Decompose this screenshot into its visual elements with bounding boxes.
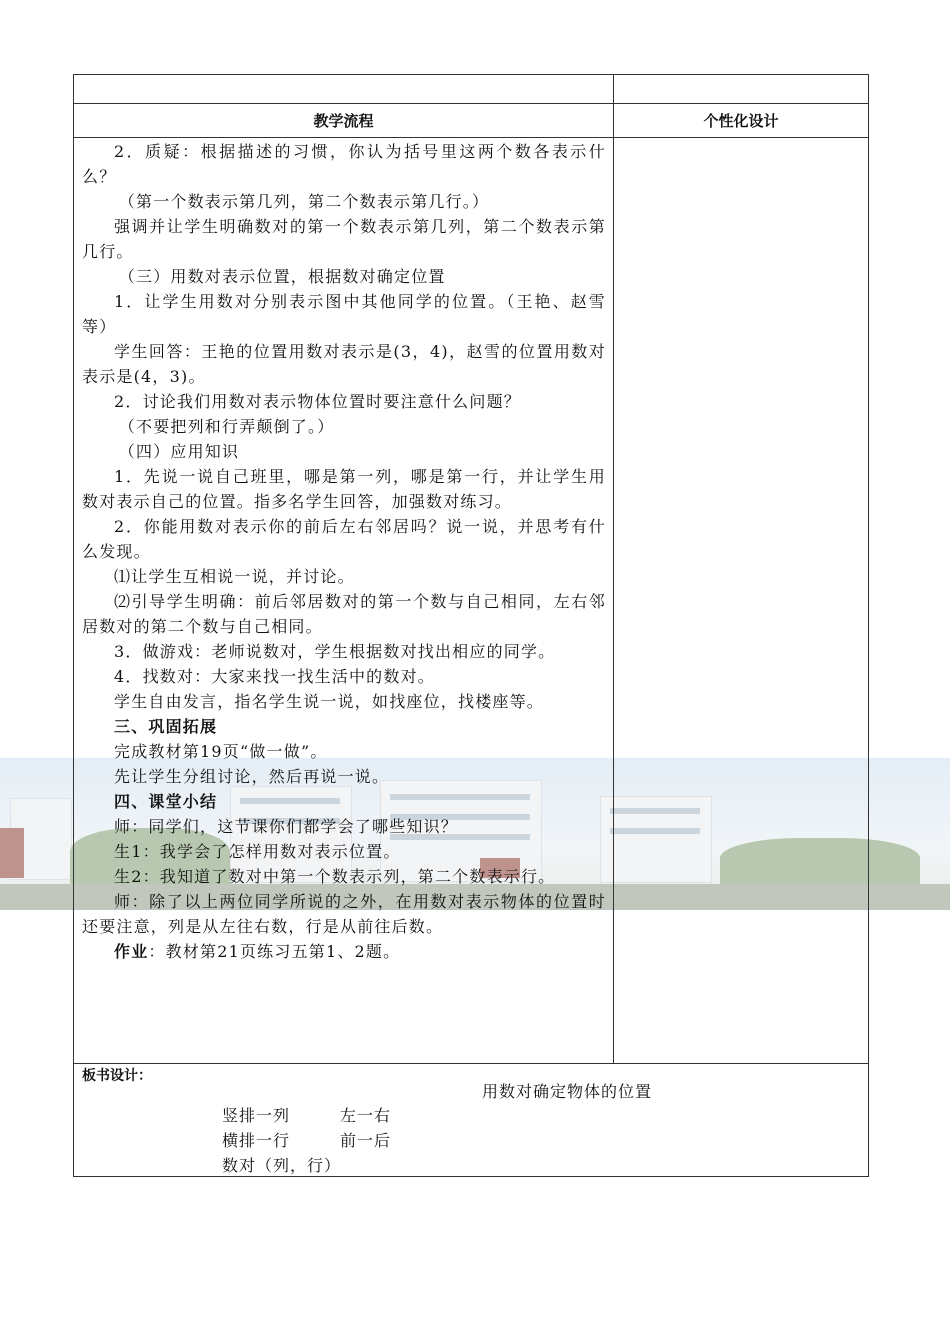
- homework-label: 作业: [114, 942, 149, 961]
- column-divider: [613, 75, 614, 1063]
- paragraph: ⑴让学生互相说一说，并讨论。: [114, 567, 355, 586]
- paragraph: 完成教材第19页“做一做”。: [114, 742, 328, 761]
- row-divider: [74, 137, 868, 138]
- paragraph: （四）应用知识: [118, 442, 240, 461]
- homework-paragraph: [82, 939, 606, 964]
- paragraph: 1．先说一说自己班里，哪是第一列，哪是第一行，并让学生用数对表示自己的位置。指多名学生回答，加强数对练习。: [82, 467, 606, 511]
- paragraph: 2．质疑：根据描述的习惯，你认为括号里这两个数各表示什么？: [82, 142, 606, 186]
- paragraph: 先让学生分组讨论，然后再说一说。: [114, 767, 390, 786]
- paragraph: 师：同学们，这节课你们都学会了哪些知识？: [114, 817, 459, 836]
- row-divider: [74, 103, 868, 104]
- header-teaching-process: 教学流程: [313, 112, 374, 130]
- paragraph: 2．你能用数对表示你的前后左右邻居吗？说一说，并思考有什么发现。: [82, 517, 606, 561]
- section-heading: 三、巩固拓展: [114, 717, 218, 736]
- board-line-right: 前一后: [340, 1131, 392, 1150]
- header-personalized-design: 个性化设计: [703, 112, 779, 130]
- paragraph: 学生回答：王艳的位置用数对表示是(3，4)，赵雪的位置用数对表示是(4，3)。: [82, 342, 606, 386]
- board-design-label: 板书设计：: [82, 1068, 152, 1084]
- paragraph: 生2：我知道了数对中第一个数表示列，第二个数表示行。: [114, 867, 556, 886]
- board-line-left: 竖排一列: [222, 1106, 291, 1125]
- paragraph: 2．讨论我们用数对表示物体位置时要注意什么问题？: [114, 392, 521, 411]
- paragraph: （三）用数对表示位置，根据数对确定位置: [118, 267, 446, 286]
- homework-text: ：教材第21页练习五第1、2题。: [148, 942, 401, 961]
- paragraph: （第一个数表示第几列，第二个数表示第几行。）: [118, 192, 490, 211]
- board-line: [222, 1128, 392, 1151]
- board-line-right: 左一右: [340, 1106, 392, 1125]
- board-line-left: 横排一行: [222, 1131, 291, 1150]
- paragraph: 学生自由发言，指名学生说一说，如找座位，找楼座等。: [114, 692, 545, 711]
- board-title: 用数对确定物体的位置: [481, 1082, 652, 1101]
- paragraph: 强调并让学生明确数对的第一个数表示第几列，第二个数表示第几行。: [82, 217, 606, 261]
- board-line-left: 数对（列，行）: [222, 1156, 342, 1175]
- board-line: [222, 1153, 341, 1176]
- paragraph: 师：除了以上两位同学所说的之外，在用数对表示物体的位置时还要注意，列是从左往右数，行是从前往后数。: [82, 892, 606, 936]
- row-divider: [74, 1063, 868, 1064]
- board-line: [222, 1103, 392, 1126]
- paragraph: 1．让学生用数对分别表示图中其他同学的位置。（王艳、赵雪等）: [82, 292, 606, 336]
- teaching-process-content: [82, 139, 606, 964]
- lesson-plan-table: [73, 74, 869, 1177]
- paragraph: ⑵引导学生明确：前后邻居数对的第一个数与自己相同，左右邻居数对的第二个数与自己相同。: [82, 592, 606, 636]
- paragraph: 4．找数对：大家来找一找生活中的数对。: [114, 667, 435, 686]
- section-heading: 四、课堂小结: [114, 792, 218, 811]
- paragraph: 生1：我学会了怎样用数对表示位置。: [114, 842, 401, 861]
- paragraph: 3．做游戏：老师说数对，学生根据数对找出相应的同学。: [114, 642, 556, 661]
- paragraph: （不要把列和行弄颠倒了。）: [118, 417, 335, 436]
